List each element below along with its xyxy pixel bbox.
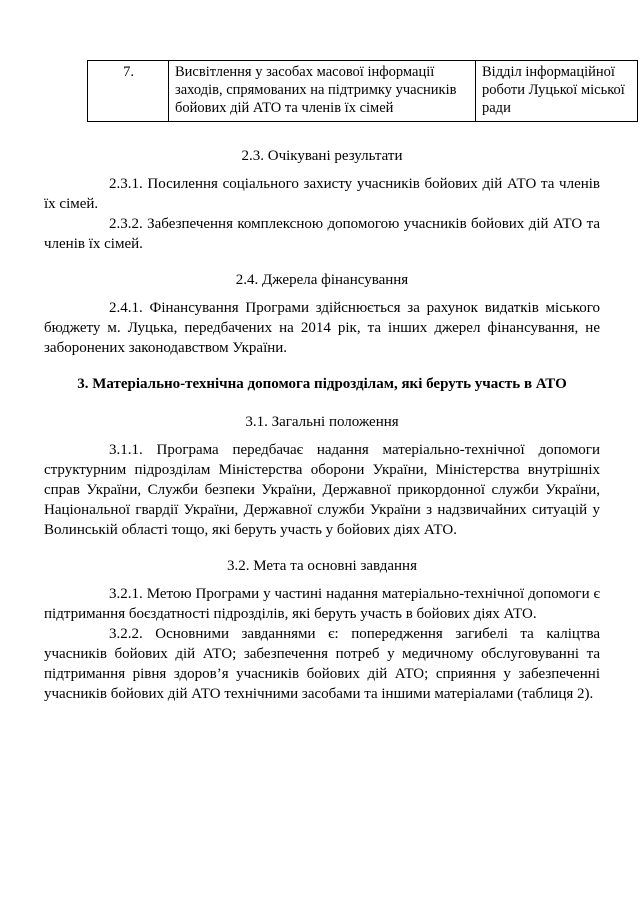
paragraph-2-3-2: 2.3.2. Забезпечення комплексною допомогою учасників бойових дій АТО та членів їх сімей. [44,216,600,252]
section-heading-3-1: 3.1. Загальні положення [245,414,399,430]
paragraph-3-2-2: 3.2.2. Основними завданнями є: попередження загибелі та каліцтва учасників бойових дій АТО; забезпечення потреб у медичному обслуговуванні та підтримання рівня здоров’я учасників бойових дій АТО; сприяння у забезпеченні учасників бойових дій АТО технічними засобами та іншими матеріалами (таблиця 2). [44,626,600,702]
paragraph-2-3-1: 2.3.1. Посилення соціального захисту учасників бойових дій АТО та членів їх сімей. [44,176,600,212]
paragraph-3-1-1: 3.1.1. Програма передбачає надання матеріально-технічної допомоги структурним підрозділам Міністерства оборони України, Міністерства внутрішніх справ України, Служби безпеки України, Державної прикордонної служби України, Національної гвардії України, Державної служби України з надзвичайних ситуацій у Волинській області тощо, які беруть участь у бойових діях АТО. [44,442,600,538]
table-cell-responsible: Відділ інформаційної роботи Луцької міської ради [476,61,638,122]
paragraph-2-4-1: 2.4.1. Фінансування Програми здійснюється за рахунок видатків міського бюджету м. Луцька, передбачених на 2014 рік, та інших джерел фінансування, не заборонених законодавством України. [44,300,600,356]
table-cell-activity: Висвітлення у засобах масової інформації заходів, спрямованих на підтримку учасників бойових дій АТО та членів їх сімей [169,61,476,122]
document-content [44,0,625,704]
section-heading-2-4: 2.4. Джерела фінансування [235,272,409,288]
section-heading-3-2: 3.2. Мета та основні завдання [227,558,417,574]
section-heading-2-3: 2.3. Очікувані результати [241,148,403,164]
table-cell-number: 7. [88,61,169,122]
activities-table [87,60,638,122]
paragraph-3-2-1: 3.2.1. Метою Програми у частині надання матеріально-технічної допомоги є підтримання боєздатності підрозділів, які беруть участь в бойових діях АТО. [44,586,600,622]
table-row [88,61,638,122]
section-heading-3: 3. Матеріально-технічна допомога підрозділам, які беруть участь в АТО [77,376,567,392]
